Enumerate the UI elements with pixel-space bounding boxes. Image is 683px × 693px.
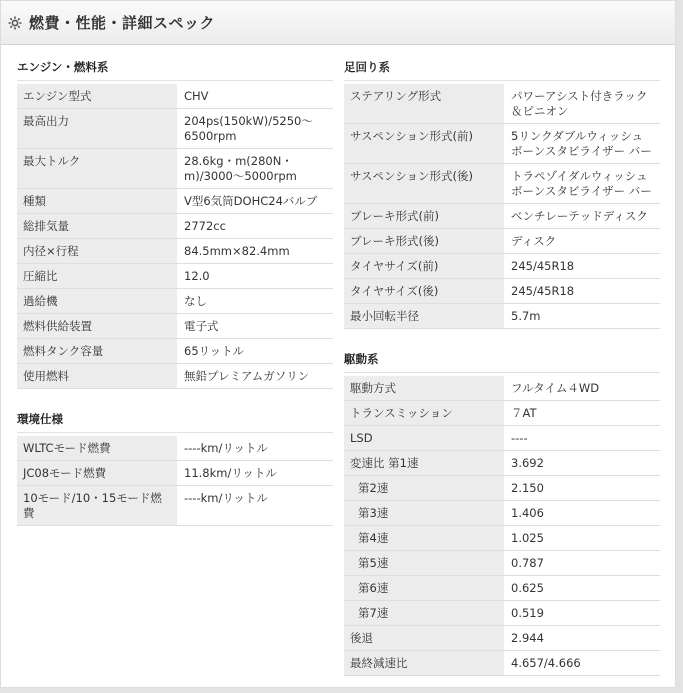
spec-label: 総排気量 — [17, 214, 177, 238]
spec-value: ７AT — [504, 401, 660, 425]
table-row — [17, 289, 333, 314]
spec-label: 10モード/10・15モード燃費 — [17, 486, 177, 525]
spec-value: CHV — [177, 84, 333, 108]
spec-label: サスペンション形式(後) — [344, 164, 504, 203]
spec-label: 使用燃料 — [17, 364, 177, 388]
section-title-engine: エンジン・燃料系 — [17, 59, 333, 81]
section-title-drive: 駆動系 — [344, 351, 660, 373]
spec-value: 2772cc — [177, 214, 333, 238]
spec-value: ---- — [504, 426, 660, 450]
spec-label: 第4速 — [344, 526, 504, 550]
spec-label: 内径×行程 — [17, 239, 177, 263]
spec-label: 過給機 — [17, 289, 177, 313]
spec-label: エンジン型式 — [17, 84, 177, 108]
spec-label: 燃料供給装置 — [17, 314, 177, 338]
spec-value: 12.0 — [177, 264, 333, 288]
panel-header — [1, 1, 675, 45]
spec-value: 65リットル — [177, 339, 333, 363]
engine-spec-table — [17, 84, 333, 389]
spec-label: 第6速 — [344, 576, 504, 600]
spec-label: 後退 — [344, 626, 504, 650]
suspension-spec-table — [344, 84, 660, 329]
spec-value: 電子式 — [177, 314, 333, 338]
spec-label: 燃料タンク容量 — [17, 339, 177, 363]
spec-label: ブレーキ形式(後) — [344, 229, 504, 253]
spec-value: ベンチレーテッドディスク — [504, 204, 660, 228]
spec-value: 1.406 — [504, 501, 660, 525]
spec-value: 2.150 — [504, 476, 660, 500]
table-row — [344, 501, 660, 526]
spec-label: 第3速 — [344, 501, 504, 525]
spec-value: フルタイム４WD — [504, 376, 660, 400]
spec-value: 2.944 — [504, 626, 660, 650]
spec-label: トランスミッション — [344, 401, 504, 425]
spec-label: ステアリング形式 — [344, 84, 504, 123]
spec-label: 最大トルク — [17, 149, 177, 188]
env-spec-table — [17, 436, 333, 526]
spec-label: 駆動方式 — [344, 376, 504, 400]
table-row — [17, 264, 333, 289]
page-title: 燃費・性能・詳細スペック — [29, 14, 216, 32]
spec-label: ブレーキ形式(前) — [344, 204, 504, 228]
spec-label: 最終減速比 — [344, 651, 504, 675]
section-title-env: 環境仕様 — [17, 411, 333, 433]
table-row — [344, 164, 660, 204]
table-row — [344, 229, 660, 254]
spec-value: 11.8km/リットル — [177, 461, 333, 485]
spec-value: 245/45R18 — [504, 279, 660, 303]
table-row — [344, 526, 660, 551]
spec-label: タイヤサイズ(前) — [344, 254, 504, 278]
table-row — [344, 426, 660, 451]
table-row — [17, 339, 333, 364]
table-row — [344, 254, 660, 279]
table-row — [17, 461, 333, 486]
spec-value: V型6気筒DOHC24バルブ — [177, 189, 333, 213]
table-row — [344, 576, 660, 601]
table-row — [344, 626, 660, 651]
table-row — [17, 314, 333, 339]
spec-label: LSD — [344, 426, 504, 450]
table-row — [344, 304, 660, 329]
spec-value: 5リンクダブルウィッシュボーンスタビライザー バー — [504, 124, 660, 163]
table-row — [17, 109, 333, 149]
table-row — [17, 436, 333, 461]
spec-value: 5.7m — [504, 304, 660, 328]
gear-icon — [7, 15, 23, 31]
drive-spec-table — [344, 376, 660, 676]
table-row — [344, 451, 660, 476]
table-row — [344, 376, 660, 401]
spec-value: 245/45R18 — [504, 254, 660, 278]
spec-label: JC08モード燃費 — [17, 461, 177, 485]
spec-label: 圧縮比 — [17, 264, 177, 288]
table-row — [344, 476, 660, 501]
spec-value: 0.787 — [504, 551, 660, 575]
table-row — [17, 149, 333, 189]
spec-label: 種類 — [17, 189, 177, 213]
spec-label: 最高出力 — [17, 109, 177, 148]
spec-value: 84.5mm×82.4mm — [177, 239, 333, 263]
spec-value: パワーアシスト付きラック＆ピニオン — [504, 84, 660, 123]
spec-value: ----km/リットル — [177, 486, 333, 525]
spec-label: 第7速 — [344, 601, 504, 625]
table-row — [17, 239, 333, 264]
section-title-suspension: 足回り系 — [344, 59, 660, 81]
table-row — [17, 84, 333, 109]
left-column — [17, 59, 333, 526]
table-row — [344, 84, 660, 124]
table-row — [344, 551, 660, 576]
spec-label: タイヤサイズ(後) — [344, 279, 504, 303]
table-row — [17, 189, 333, 214]
table-row — [344, 204, 660, 229]
table-row — [344, 279, 660, 304]
spec-label: サスペンション形式(前) — [344, 124, 504, 163]
table-row — [344, 124, 660, 164]
spec-value: 0.519 — [504, 601, 660, 625]
spec-value: 無鉛プレミアムガソリン — [177, 364, 333, 388]
table-row — [344, 651, 660, 676]
spec-label: 変速比 第1速 — [344, 451, 504, 475]
table-row — [344, 601, 660, 626]
right-column — [344, 59, 660, 676]
spec-value: 4.657/4.666 — [504, 651, 660, 675]
spec-label: 第5速 — [344, 551, 504, 575]
spec-label: 第2速 — [344, 476, 504, 500]
spec-label: WLTCモード燃費 — [17, 436, 177, 460]
spec-value: ----km/リットル — [177, 436, 333, 460]
spec-value: 3.692 — [504, 451, 660, 475]
table-row — [17, 364, 333, 389]
spec-label: 最小回転半径 — [344, 304, 504, 328]
table-row — [17, 486, 333, 526]
table-row — [344, 401, 660, 426]
spec-value: ディスク — [504, 229, 660, 253]
spec-value: なし — [177, 289, 333, 313]
spec-value: 0.625 — [504, 576, 660, 600]
spec-value: トラペゾイダルウィッシュボーンスタビライザー バー — [504, 164, 660, 203]
table-row — [17, 214, 333, 239]
spec-value: 28.6kg・m(280N・m)/3000〜5000rpm — [177, 149, 333, 188]
spec-value: 204ps(150kW)/5250〜6500rpm — [177, 109, 333, 148]
spec-value: 1.025 — [504, 526, 660, 550]
